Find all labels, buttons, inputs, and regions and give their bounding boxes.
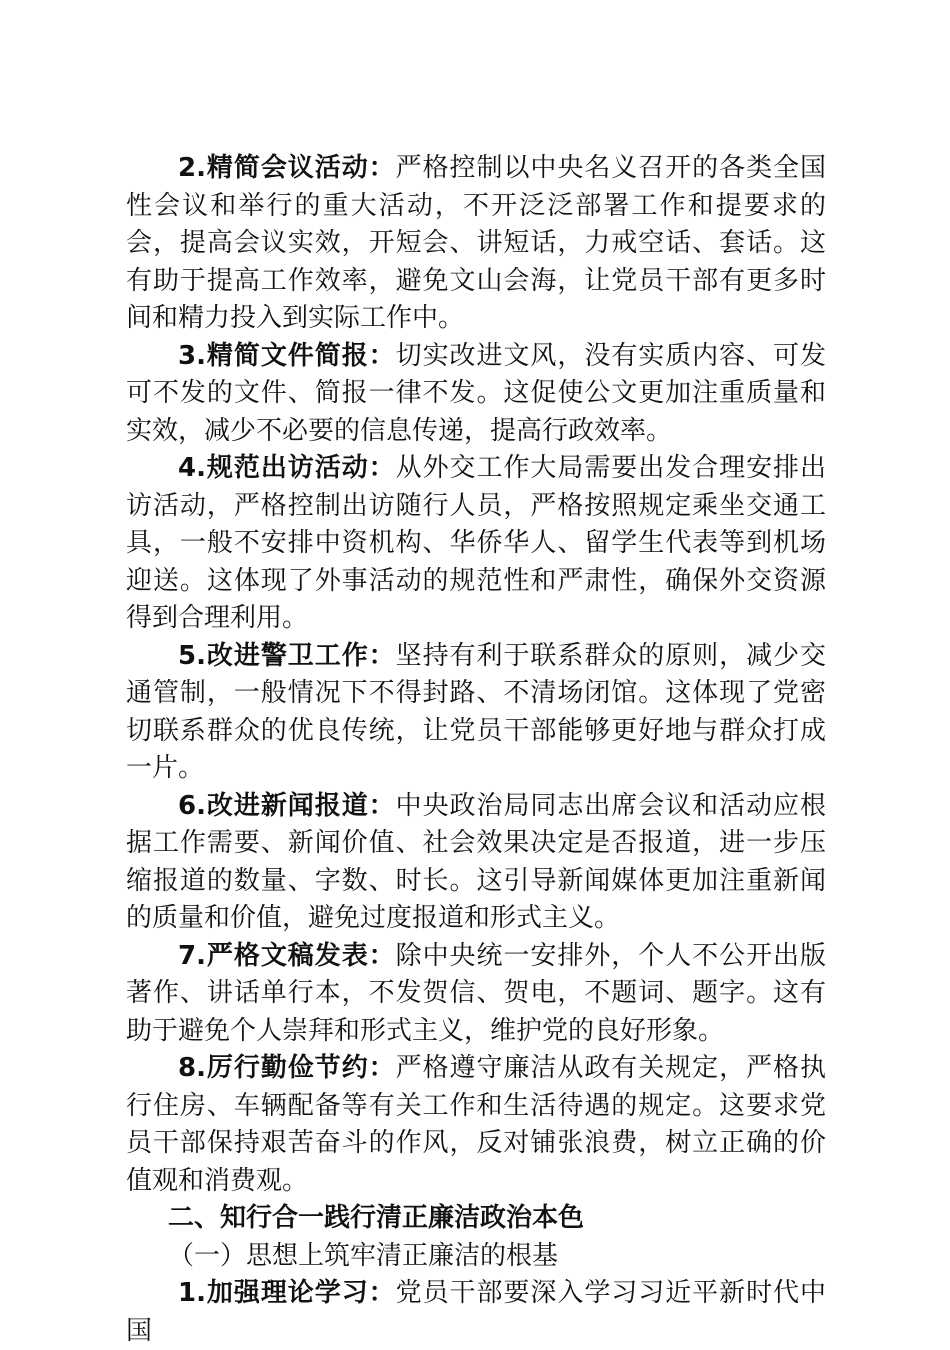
paragraph-body: 切实改进文风，没有实质内容、可发可不发的文件、简报一律不发。这促使公文更加注重质量和实效，减少不必要的信息传递，提高行政效率。	[126, 340, 826, 446]
paragraph-8	[126, 1050, 826, 1200]
paragraph-title: 4.规范出访活动：	[178, 453, 396, 483]
paragraph-title: 6.改进新闻报道：	[178, 790, 396, 821]
paragraph-body: 中央政治局同志出席会议和活动应根据工作需要、新闻价值、社会效果决定是否报道，进一步压缩报道的数量、字数、时长。这引导新闻媒体更加注重新闻的质量和价值，避免过度报道和形式主义。	[126, 790, 826, 933]
paragraph-title: 2.精简会议活动：	[178, 153, 396, 183]
paragraph-title: 8.厉行勤俭节约：	[178, 1053, 396, 1083]
paragraph-title: 1.加强理论学习：	[178, 1278, 396, 1308]
paragraph-body: 除中央统一安排外，个人不公开出版著作、讲话单行本，不发贺信、贺电，不题词、题字。这有助于避免个人崇拜和形式主义，维护党的良好形象。	[126, 940, 826, 1046]
paragraph-4	[126, 450, 826, 638]
paragraph-3	[126, 338, 826, 451]
paragraph-body: 从外交工作大局需要出发合理安排出访活动，严格控制出访随行人员，严格按照规定乘坐交通工具，一般不安排中资机构、华侨华人、留学生代表等到机场迎送。这体现了外事活动的规范性和严肃性，确保外交资源得到合理利用。	[126, 453, 826, 633]
paragraph-body: 严格遵守廉洁从政有关规定，严格执行住房、车辆配备等有关工作和生活待遇的规定。这要求党员干部保持艰苦奋斗的作风，反对铺张浪费，树立正确的价值观和消费观。	[126, 1053, 826, 1196]
paragraph-body: 严格控制以中央名义召开的各类全国性会议和举行的重大活动，不开泛泛部署工作和提要求的会，提高会议实效，开短会、讲短话，力戒空话、套话。这有助于提高工作效率，避免文山会海，让党员干部有更多时间和精力投入到实际工作中。	[126, 153, 826, 333]
sub-heading: （一）思想上筑牢清正廉洁的根基	[168, 1240, 559, 1271]
paragraph-title: 5.改进警卫工作：	[178, 640, 396, 671]
paragraph-2	[126, 150, 826, 338]
section-heading: 二、知行合一践行清正廉洁政治本色	[168, 1203, 585, 1233]
paragraph-body: 坚持有利于联系群众的原则，减少交通管制，一般情况下不得封路、不清场闭馆。这体现了党密切联系群众的优良传统，让党员干部能够更好地与群众打成一片。	[126, 640, 826, 783]
paragraph-title: 3.精简文件简报：	[178, 340, 396, 371]
paragraph-5	[126, 638, 826, 788]
document-page	[126, 150, 826, 1350]
paragraph-body: 党员干部要深入学习习近平新时代中国	[126, 1278, 826, 1346]
paragraph-theory-study	[126, 1275, 826, 1350]
paragraph-title: 7.严格文稿发表：	[178, 940, 396, 971]
paragraph-7	[126, 938, 826, 1051]
paragraph-6	[126, 788, 826, 938]
